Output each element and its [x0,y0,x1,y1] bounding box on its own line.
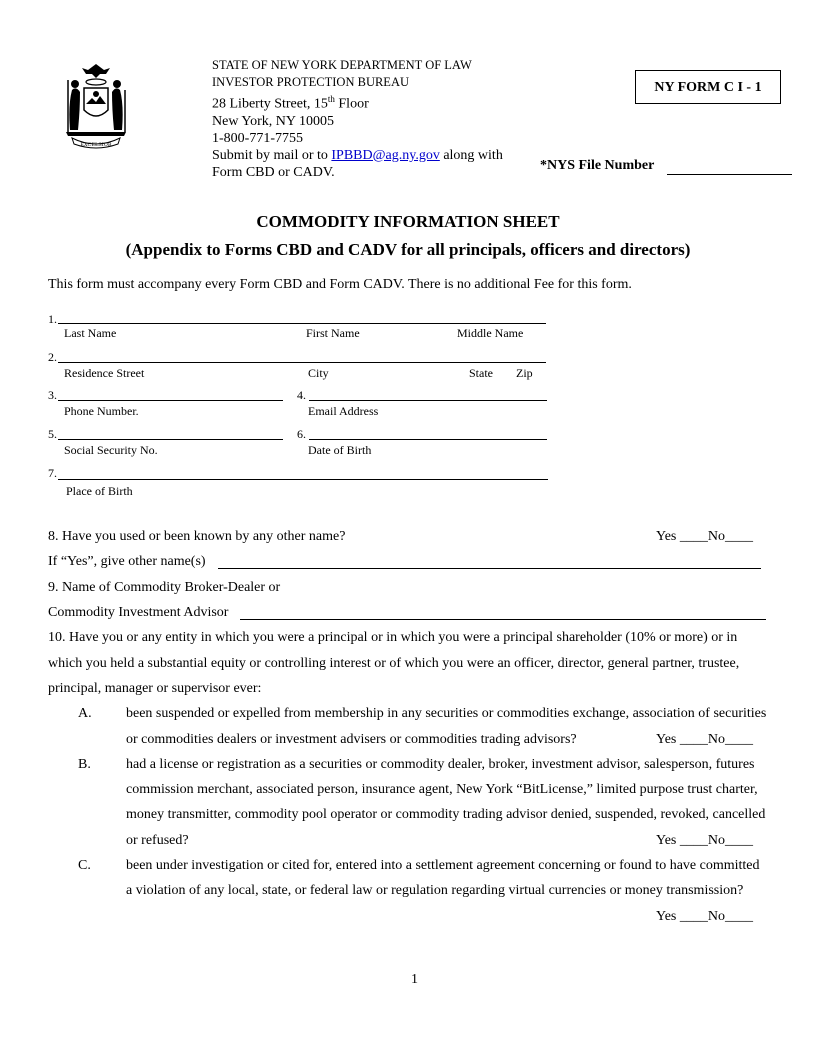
item-c-yes-no[interactable]: Yes ____No____ [656,909,753,924]
phone-field[interactable] [58,400,283,401]
name-field[interactable] [58,323,546,324]
item-b-yes-no[interactable]: Yes ____No____ [656,833,753,848]
question-10-line2: which you held a substantial equity or controlling interest or of which you were an officer, director, general partner, trustee, [48,656,740,671]
page-title: COMMODITY INFORMATION SHEET [256,212,560,231]
residence-label: Residence Street [64,366,145,380]
agency-header [212,57,503,181]
zip-label: Zip [516,366,533,380]
form-id-box: NY FORM C I - 1 [635,70,781,104]
item-a-yes-no[interactable]: Yes ____No____ [656,732,753,747]
bureau-name: INVESTOR PROTECTION BUREAU [212,75,409,89]
file-number-field[interactable] [667,174,792,175]
field-2-number: 2. [48,350,57,364]
pob-field[interactable] [58,479,548,480]
dob-field[interactable] [309,439,547,440]
q8-yes-no[interactable]: Yes ____No____ [656,529,753,544]
item-a-line2: or commodities dealers or investment advisers or commodities trading advisors? [126,732,577,747]
question-9-line1: 9. Name of Commodity Broker-Dealer or [48,580,281,595]
item-b-letter: B. [78,757,91,772]
item-a-line1: been suspended or expelled from membership in any securities or commodities exchange, association of securities [126,706,767,721]
field-6-number: 6. [297,427,306,441]
other-names-field[interactable] [218,568,761,569]
field-4-number: 4. [297,388,306,402]
item-b-line4: or refused? [126,833,189,848]
city-label: City [308,366,329,380]
ssn-field[interactable] [58,439,283,440]
middle-name-label: Middle Name [457,326,524,340]
residence-field[interactable] [58,362,546,363]
page-number: 1 [411,972,418,987]
item-b-line2: commission merchant, associated person, insurance agent, New York “BitLicense,” limited purpose trust charter, [126,782,758,797]
state-label: State [469,366,493,380]
phone-label: Phone Number. [64,404,139,418]
email-link[interactable]: IPBBD@ag.ny.gov [331,147,440,163]
broker-dealer-field[interactable] [240,619,766,620]
submit-instructions-2: Form CBD or CADV. [212,164,335,180]
page-subtitle: (Appendix to Forms CBD and CADV for all principals, officers and directors) [125,240,691,259]
email-label: Email Address [308,404,379,418]
question-9-line2: Commodity Investment Advisor [48,605,229,620]
first-name-label: First Name [306,326,360,340]
field-1-number: 1. [48,312,57,326]
field-5-number: 5. [48,427,57,441]
dob-label: Date of Birth [308,443,372,457]
street-address: 28 Liberty Street, 15th Floor [212,94,369,112]
intro-text: This form must accompany every Form CBD and Form CADV. There is no additional Fee for this form. [48,277,632,292]
field-3-number: 3. [48,388,57,402]
pob-label: Place of Birth [66,484,133,498]
item-b-line1: had a license or registration as a securities or commodity dealer, broker, investment advisor, salesperson, futures [126,757,755,772]
city-address: New York, NY 10005 [212,113,334,129]
item-c-line2: a violation of any local, state, or federal law or regulation regarding virtual currencies or money transmission? [126,883,744,898]
phone-number: 1-800-771-7755 [212,130,303,146]
question-10-line1: 10. Have you or any entity in which you were a principal or in which you were a principal shareholder (10% or more) or in [48,630,738,645]
email-field[interactable] [309,400,547,401]
submit-instructions: Submit by mail or to IPBBD@ag.ny.gov along with [212,147,503,163]
agency-name: STATE OF NEW YORK DEPARTMENT OF LAW [212,58,472,72]
svg-text:EXCELSIOR: EXCELSIOR [80,142,112,148]
question-8: 8. Have you used or been known by any other name? [48,529,346,544]
q8-other-names-label: If “Yes”, give other name(s) [48,554,206,569]
ssn-label: Social Security No. [64,443,158,457]
question-10-line3: principal, manager or supervisor ever: [48,681,262,696]
nys-seal-icon [58,60,134,150]
item-c-line1: been under investigation or cited for, entered into a settlement agreement concerning or found to have committed [126,858,760,873]
item-c-letter: C. [78,858,91,873]
item-a-letter: A. [78,706,92,721]
field-7-number: 7. [48,466,57,480]
last-name-label: Last Name [64,326,117,340]
file-number-label: *NYS File Number [540,158,655,173]
item-b-line3: money transmitter, commodity pool operator or commodity trading advisor denied, suspended, revoked, cancelled [126,807,766,822]
